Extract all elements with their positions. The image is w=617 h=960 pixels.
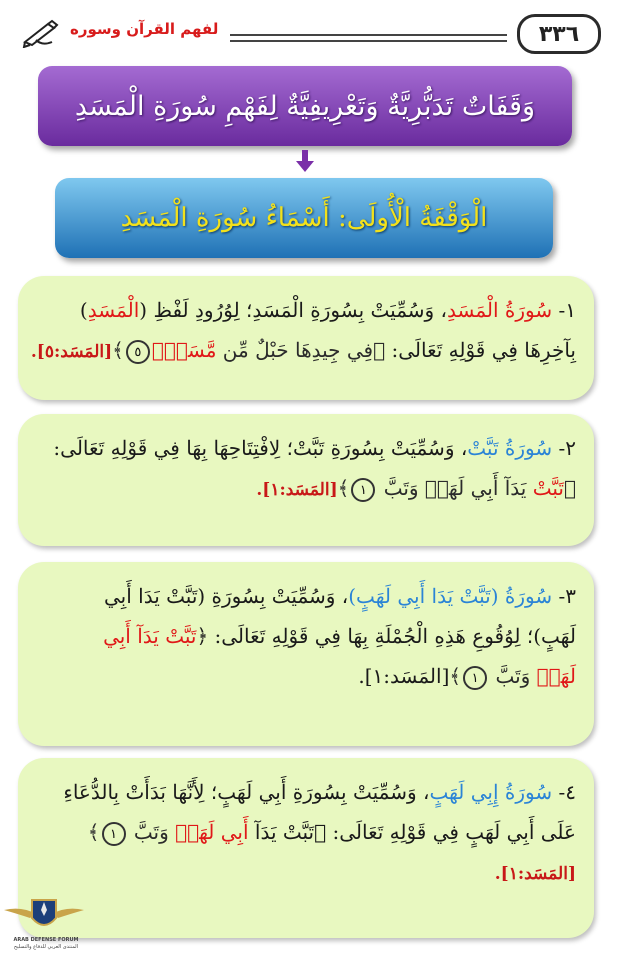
surah-name: سُورَةُ إِبِي لَهَبٍ [429,780,553,804]
ayah-number-marker: ١ [351,478,375,502]
book-title: لفهم القرآن وسوره [70,20,219,38]
info-card-4 [18,758,594,938]
ayah-number-marker: ٥ [126,340,150,364]
highlighted-word: الْمَسَدِ [87,298,140,322]
card-line [36,772,576,812]
quran-quote: ﴾ [112,338,124,362]
card-line [36,656,576,696]
writing-hand-icon [22,18,60,48]
item-number: ٣- [552,584,576,608]
item-number: ٤- [552,780,576,804]
watermark-subtitle: المنتدى العربي للدفاع والتسليح [13,944,79,950]
card-line [36,468,576,510]
ayah-number-marker: ١ [102,822,126,846]
verse-reference: [المَسَد:٥]. [30,342,113,362]
info-card-1 [18,276,594,400]
card-text: ، وَسُمِّيَتْ بِسُورَةِ (تَبَّتْ يَدَا أَبِي [104,584,349,608]
section-title: الْوَقْفَةُ الْأُولَى: أَسْمَاءُ سُورَةِ الْمَسَدِ [120,203,488,233]
highlighted-word: لَهَبٖ [536,664,576,688]
down-arrow-icon [295,150,315,174]
quran-quote: ﴾ [449,664,462,688]
card-line [36,290,576,330]
card-line [36,812,576,852]
watermark-name: ARAB DEFENSE FORUM [13,937,79,943]
quran-quote: ﴿ [563,476,576,500]
main-title-banner [38,66,572,146]
quran-quote: وَتَبَّ [127,820,176,844]
card-text: ، وَسُمِّيَتْ بِسُورَةِ الْمَسَدِ؛ لِوُرُودِ لَفْظِ ( [139,298,447,322]
card-text: ، وَسُمِّيَتْ بِسُورَةِ تَبَّتْ؛ لِافْتِتَاحِهَا بِهَا فِي قَوْلِهِ تَعَالَى: [53,436,468,460]
info-card-3 [18,562,594,746]
info-card-2 [18,414,594,546]
card-text: ، وَسُمِّيَتْ بِسُورَةِ أَبِي لَهَبٍ؛ لِأَنَّهَا بَدَأَتْ بِالدُّعَاءِ [63,780,430,804]
section-title-banner [55,178,553,258]
card-text: لَهَبٍ)؛ لِوُقُوعِ هَذِهِ الْجُمْلَةِ بِهَا فِي قَوْلِهِ تَعَالَى: ﴿ [196,624,576,648]
watermark-text [6,937,86,951]
card-line [36,428,576,468]
surah-name: سُورَةُ تَبَّتْ [467,436,553,460]
highlighted-word: تَبَّتْ [532,476,564,500]
page-number: ٣٣٦ [517,14,601,54]
quran-quote: ﴿فِي جِيدِهَا حَبْلٌ مِّن [216,338,386,362]
card-text: عَلَى أَبِي لَهَبٍ فِي قَوْلِهِ تَعَالَى: ﴿تَبَّتْ يَدَآ [248,820,576,844]
main-title: وَقَفَاتٌ تَدَبُّرِيَّةٌ وَتَعْرِيفِيَّةٌ لِفَهْمِ سُورَةِ الْمَسَدِ [74,90,536,122]
highlighted-word: تَبَّتْ يَدَآ أَبِي [103,624,197,648]
card-text: ) [79,298,88,322]
ayah-number-marker: ١ [463,666,487,690]
quran-quote: ﴾ [87,820,100,844]
card-line [36,616,576,656]
verse-reference: [المَسَد:١]. [494,864,576,884]
highlighted-word: سُورَةُ الْمَسَدِ [446,298,553,322]
page-header [0,10,617,54]
card-line [30,330,576,372]
surah-name: سُورَةُ (تَبَّتْ يَدَا أَبِي لَهَبٍ) [348,584,553,608]
quran-quote: ﴾ [337,476,350,500]
item-number: ١- [552,298,576,322]
card-line [36,852,576,894]
card-line [36,576,576,616]
card-text: بِآخِرِهَا فِي قَوْلِهِ تَعَالَى: [385,338,576,362]
quran-quote: وَتَبَّ [489,664,537,688]
highlighted-word: مَّسَدِۭ [151,338,217,362]
verse-reference: [المَسَد:١]. [256,480,338,500]
quran-quote: يَدَآ أَبِي لَهَبٖ وَتَبَّ [377,476,533,500]
card-text: [المَسَد:١]. [358,664,450,688]
header-rule [230,34,507,42]
item-number: ٢- [552,436,576,460]
highlighted-word: أَبِي لَهَبٖ [175,820,249,844]
